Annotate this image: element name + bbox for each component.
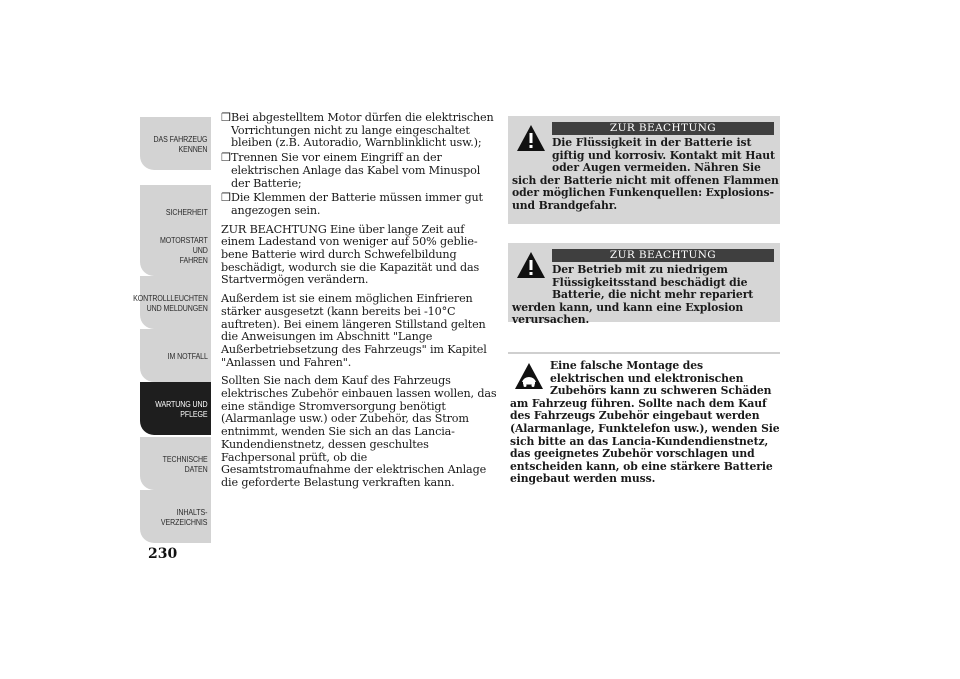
info-note-text: Eine falsche Montage des elektrischen und elektronischen Zubehörs kann zu schweren Schäden am Fahrzeug führen. Sollte nach dem Kauf des Fahrzeugs Zubehör eingebaut werden (Alarmanlage, Funktelefon usw.), wenden Sie sich bitte an das Lancia-Kundendienstnetz, das geeignetes Zubehör vorschlagen und entscheiden kann, ob eine stärkere Batterie eingebaut werden muss. <box>510 359 780 486</box>
tab-kontrollleuchten[interactable] <box>133 276 211 329</box>
paragraph: Außerdem ist sie einem möglichen Einfrieren stärker ausgesetzt (kann bereits bei -10°C auftreten). Bei einem längeren Stillstand gelten die Anweisungen im Abschnitt "Lange Außerbetriebsetzung des Fahrzeugs" im Kapitel "Anlassen und Fahren". <box>221 292 487 369</box>
tab-motorstart-und-fahren[interactable] <box>140 223 211 276</box>
tab-wartung-und-pflege[interactable] <box>140 382 211 435</box>
tab-label: WARTUNG UND PFLEGE <box>155 398 208 419</box>
hand-car-icon <box>514 362 544 394</box>
list-item: ❒ Die Klemmen der Batterie müssen immer gut angezogen sein. <box>221 191 483 217</box>
tab-label: MOTORSTART UND FAHREN <box>159 234 208 265</box>
checkbox-bullet-icon: ❒ <box>221 151 231 165</box>
list-item: ❒ Bei abgestelltem Motor dürfen die elektrischen Vorrichtungen nicht zu lange eingeschaltet bleiben (z.B. Autoradio, Warnblinklicht usw.); <box>221 111 494 150</box>
tab-label: TECHNISCHE DATEN <box>162 453 208 474</box>
tab-das-fahrzeug-kennen[interactable] <box>140 117 211 170</box>
checkbox-bullet-icon: ❒ <box>221 111 231 124</box>
paragraph: ZUR BEACHTUNG Eine über lange Zeit auf einem Ladestand von weniger auf 50% gebliebene Batterie wird durch Schwefelbildung beschädigt, wodurch sie die Kapazität und das Startvermögen verändern. <box>221 222 480 287</box>
warning-heading: ZUR BEACHTUNG <box>552 122 774 135</box>
tab-label: INHALTS- VERZEICHNIS <box>161 506 208 527</box>
tab-technische-daten[interactable] <box>140 437 211 490</box>
warning-box <box>508 116 780 224</box>
warning-text: Der Betrieb mit zu niedrigem Flüssigkeitsstand beschädigt die Batterie, die nicht mehr repariert werden kann, und kann eine Explosion verursachen. <box>512 263 754 327</box>
warning-text: Die Flüssigkeit in der Batterie ist giftig und korrosiv. Kontakt mit Haut oder Augen vermeiden. Nähren Sie sich der Batterie nicht mit offenen Flammen oder möglichen Funkenquellen: Explosions- und Brandgefahr. <box>512 136 779 212</box>
tab-inhaltsverzeichnis[interactable] <box>140 490 211 543</box>
list-item: ❒ Trennen Sie vor einem Eingriff an der elektrischen Anlage das Kabel vom Minuspol der Batterie; <box>221 151 481 190</box>
tab-label: IM NOTFALL <box>167 350 208 361</box>
info-note <box>508 352 780 486</box>
tab-label: SICHERHEIT <box>165 206 208 217</box>
tab-label: KONTROLLLEUCHTEN UND MELDUNGEN <box>133 292 208 313</box>
main-text-column <box>221 112 497 490</box>
warning-heading: ZUR BEACHTUNG <box>552 249 774 262</box>
checkbox-bullet-icon: ❒ <box>221 191 231 205</box>
paragraph: Sollten Sie nach dem Kauf des Fahrzeugs elektrisches Zubehör einbauen lassen wollen, das eine ständige Stromversorgung benötigt (Alarmanlage usw.) oder Zubehör, das Strom entnimmt, wenden Sie sich an das Lancia-Kundendienstnetz, dessen geschultes Fachpersonal prüft, ob die Gesamtstromaufnahme der elektrischen Anlage die geforderte Belastung verkraften kann. <box>221 374 497 489</box>
page-number: 230 <box>148 546 178 562</box>
tab-label: DAS FAHRZEUG KENNEN <box>153 133 208 154</box>
warning-box <box>508 243 780 327</box>
tab-im-notfall[interactable] <box>140 329 211 382</box>
